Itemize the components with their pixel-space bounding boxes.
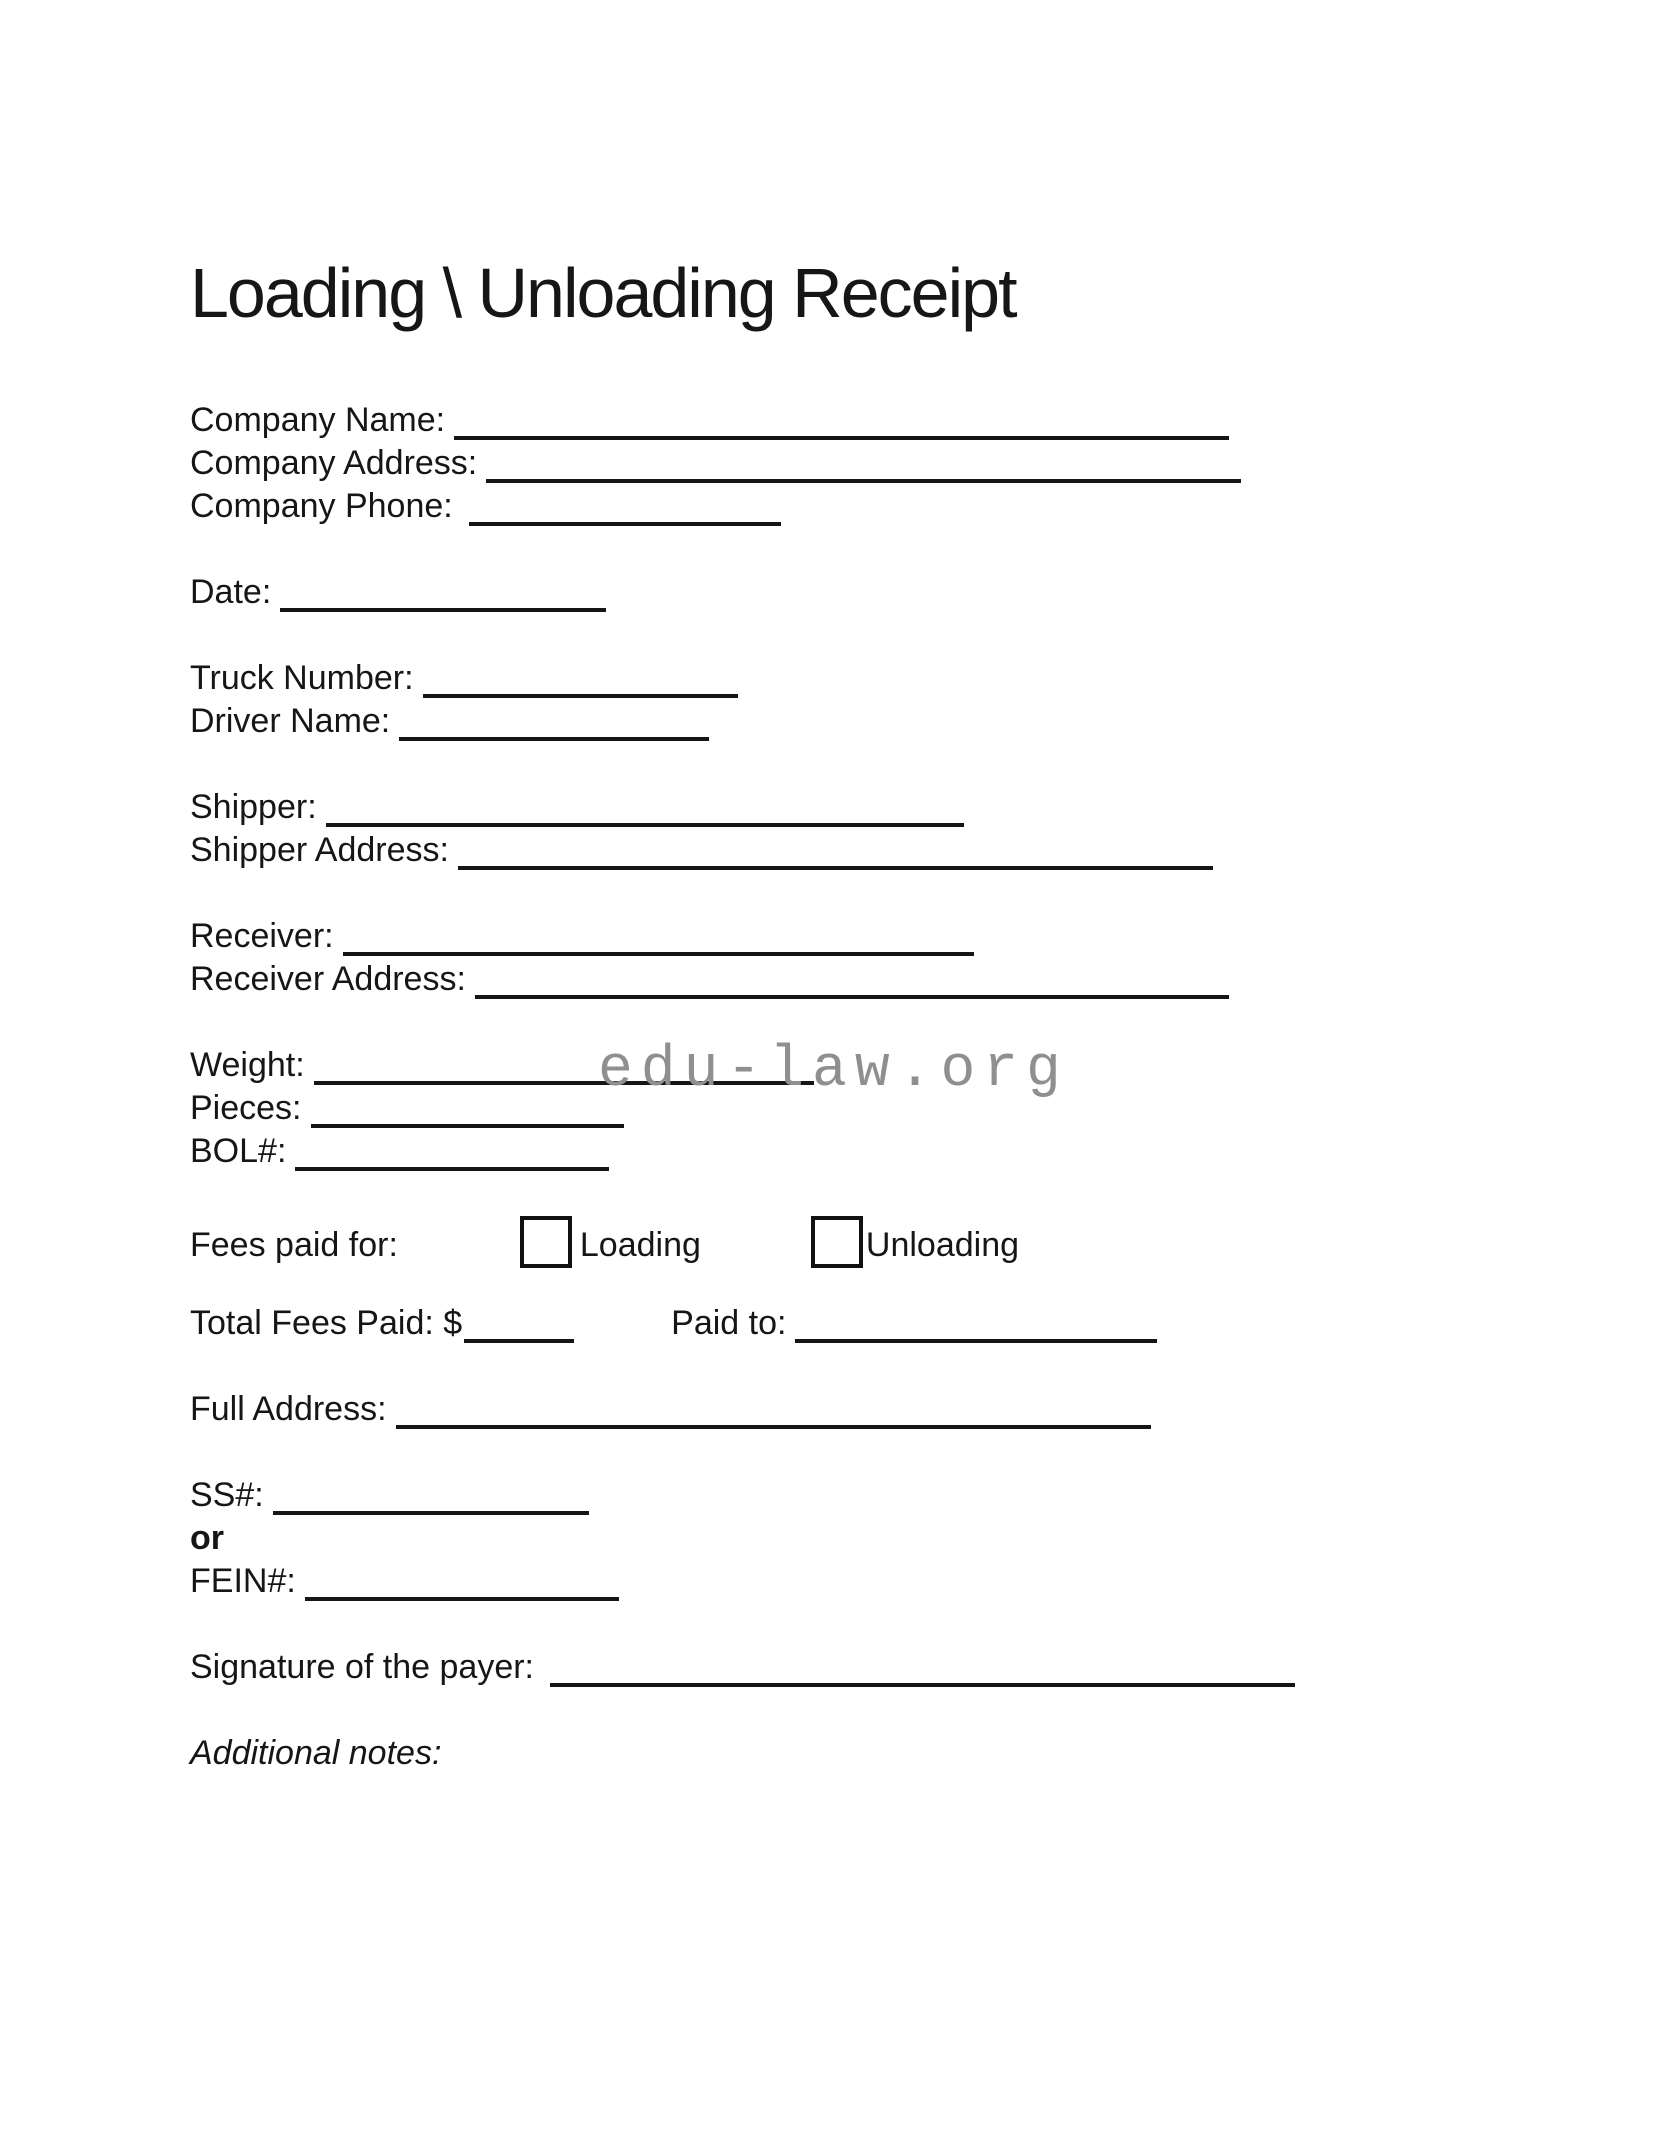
signature-blank-line: [550, 1683, 1295, 1687]
watermark: edu-law.org: [598, 1038, 1069, 1103]
signature-label: Signature of the payer:: [190, 1648, 535, 1686]
company-address-blank-line: [486, 479, 1241, 483]
fein-blank-line: [305, 1597, 619, 1601]
company-phone-label: Company Phone:: [190, 487, 453, 525]
company-name-blank-line: [454, 436, 1229, 440]
field-date: [190, 571, 1295, 614]
total-fees-paid-label: Total Fees Paid: $: [190, 1304, 463, 1342]
driver-name-label: Driver Name:: [190, 702, 391, 740]
field-or: [190, 1517, 1295, 1560]
full-address-label: Full Address:: [190, 1390, 387, 1428]
field-ssn: [190, 1474, 1295, 1517]
company-address-label: Company Address:: [190, 444, 478, 482]
fees-paid-for-label: Fees paid for:: [190, 1226, 398, 1264]
truck-number-blank-line: [423, 694, 738, 698]
field-company-phone: [190, 485, 1295, 528]
field-company-address: [190, 442, 1295, 485]
field-signature: [190, 1646, 1295, 1689]
field-fein: [190, 1560, 1295, 1603]
field-driver-name: [190, 700, 1295, 743]
shipper-blank-line: [326, 823, 964, 827]
field-additional-notes: [190, 1732, 1295, 1775]
or-label: or: [190, 1519, 224, 1557]
shipper-label: Shipper:: [190, 788, 317, 826]
field-company-name: [190, 399, 1295, 442]
receiver-blank-line: [343, 952, 974, 956]
date-blank-line: [280, 608, 606, 612]
page-title: Loading \ Unloading Receipt: [190, 254, 1016, 332]
receiver-label: Receiver:: [190, 917, 334, 955]
pieces-blank-line: [311, 1124, 624, 1128]
weight-blank-line: [314, 1081, 814, 1085]
ssn-blank-line: [273, 1511, 589, 1515]
paid-to-blank-line: [795, 1339, 1157, 1343]
field-truck-number: [190, 657, 1295, 700]
field-receiver-address: [190, 958, 1295, 1001]
ssn-label: SS#:: [190, 1476, 264, 1514]
pieces-label: Pieces:: [190, 1089, 302, 1127]
truck-number-label: Truck Number:: [190, 659, 414, 697]
paid-to-label: Paid to:: [671, 1304, 787, 1342]
field-full-address: [190, 1388, 1295, 1431]
loading-label: Loading: [579, 1226, 701, 1264]
company-name-label: Company Name:: [190, 401, 446, 439]
field-weight: [190, 1044, 1295, 1087]
weight-label: Weight:: [190, 1046, 305, 1084]
full-address-blank-line: [396, 1425, 1151, 1429]
shipper-address-blank-line: [458, 866, 1213, 870]
date-label: Date:: [190, 573, 272, 611]
additional-notes-label: Additional notes:: [190, 1734, 442, 1772]
total-fees-blank-line: [464, 1339, 574, 1343]
fein-label: FEIN#:: [190, 1562, 296, 1600]
field-fees-paid-for: [190, 1216, 1295, 1264]
field-shipper-address: [190, 829, 1295, 872]
field-receiver: [190, 915, 1295, 958]
shipper-address-label: Shipper Address:: [190, 831, 449, 869]
bol-label: BOL#:: [190, 1132, 287, 1170]
company-phone-blank-line: [469, 522, 781, 526]
receiver-address-label: Receiver Address:: [190, 960, 466, 998]
form-body: [190, 399, 1295, 1775]
receiver-address-blank-line: [475, 995, 1229, 999]
loading-checkbox[interactable]: [520, 1216, 572, 1268]
bol-blank-line: [295, 1167, 609, 1171]
unloading-label: Unloading: [865, 1226, 1020, 1264]
unloading-checkbox[interactable]: [811, 1216, 863, 1268]
field-bol: [190, 1130, 1295, 1173]
field-total-fees: [190, 1302, 1295, 1345]
field-pieces: [190, 1087, 1295, 1130]
driver-name-blank-line: [399, 737, 709, 741]
field-shipper: [190, 786, 1295, 829]
